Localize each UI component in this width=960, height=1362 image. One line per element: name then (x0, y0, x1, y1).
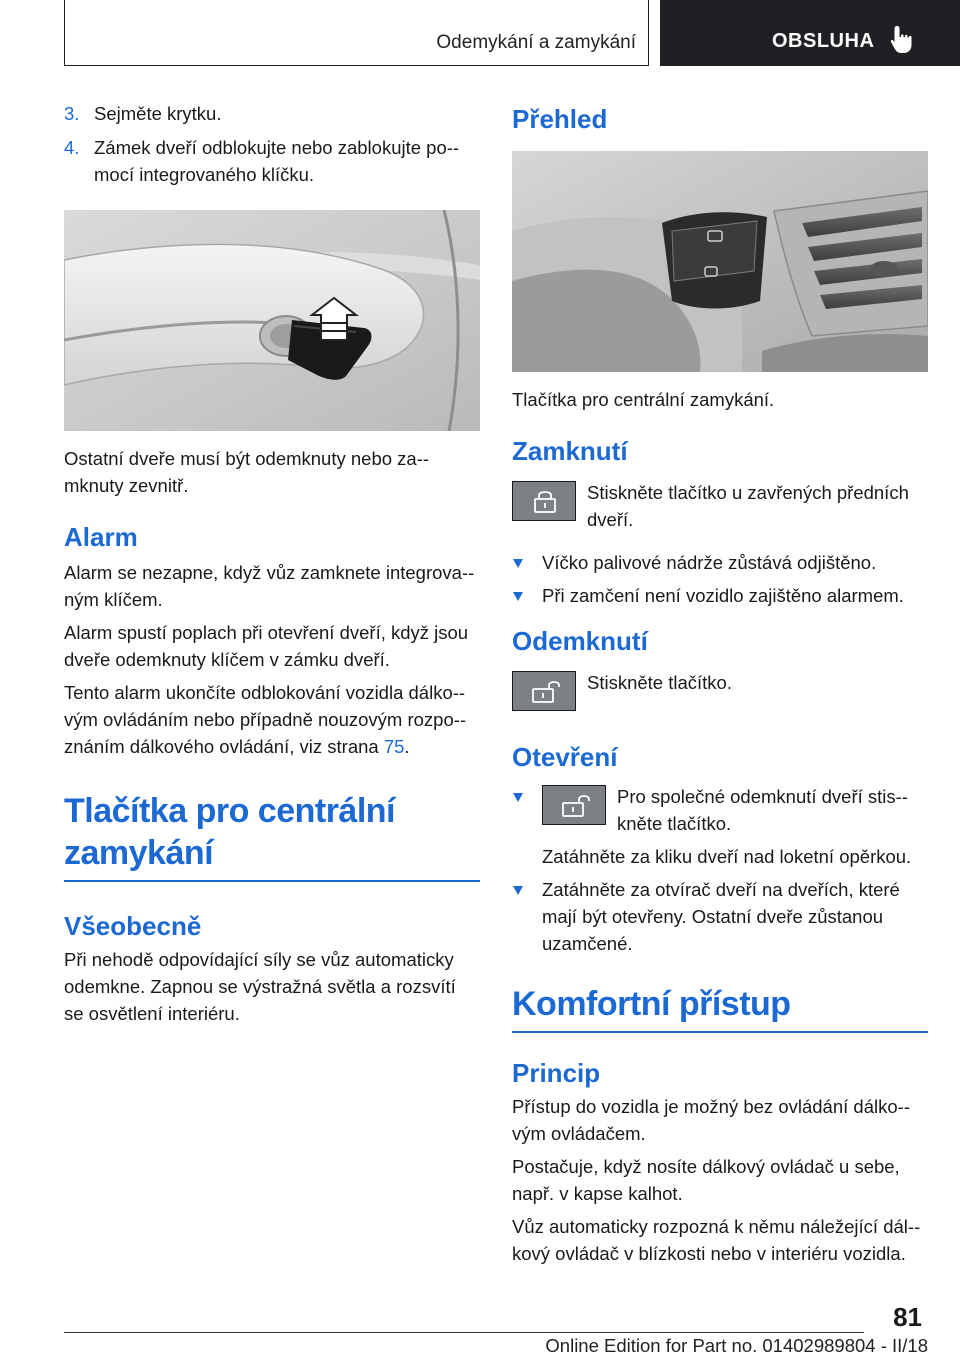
triangle-bullet-icon (513, 592, 523, 601)
chapter-tab (660, 0, 960, 66)
open-heading: Otevření (512, 742, 618, 772)
principle-heading: Princip (512, 1058, 601, 1088)
right-column (512, 100, 928, 1267)
step-item (64, 100, 480, 127)
alarm-paragraph-3 (64, 679, 480, 760)
general-heading: Všeobecně (64, 911, 202, 941)
lock-button (512, 481, 576, 521)
section-title: Odemykání a zamykání (436, 32, 636, 53)
step-number: 4. (64, 137, 80, 158)
step-text: Zámek dveří odblokujte nebo zablokujte po-mocí integrovaného klíčku. (94, 137, 460, 185)
overview-caption: Tlačítka pro centrální zamykání. (512, 389, 775, 410)
page-number: 81 (893, 1302, 922, 1332)
open-bullets (512, 783, 928, 957)
door-handle-lock-photo (64, 210, 480, 431)
unlock-text: Stiskněte tlačítko. (587, 672, 732, 693)
open-bullet (512, 783, 928, 870)
section-tab (64, 0, 649, 66)
chapter-title: OBSLUHA (772, 30, 875, 52)
page-header (64, 0, 960, 66)
alarm-paragraph-3-end: . (404, 736, 410, 757)
principle-paragraph-3: Vůz automaticky rozpozná k němu náležející dál-kový ovládač v blízkosti nebo v interiéru vozidla. (512, 1216, 921, 1264)
other-doors-note: Ostatní dveře musí být odemknuty nebo za-mknuty zevnitř. (64, 448, 430, 496)
footer-divider (64, 1332, 864, 1333)
pointing-hand-icon (888, 24, 918, 56)
lock-bullet (512, 582, 928, 609)
triangle-bullet-icon (513, 793, 523, 802)
lock-bullet-text: Při zamčení není vozidlo zajištěno alarmem. (542, 585, 904, 606)
unlock-icon (543, 786, 607, 826)
alarm-heading: Alarm (64, 522, 138, 552)
alarm-paragraph-3-text: Tento alarm ukončíte odblokování vozidla dálko-vým ovládáním nebo případně nouzovým rozpo-znáním dálkového ovládání, viz strana (64, 682, 467, 757)
lock-text: Stiskněte tlačítko u zavřených předních dveří. (587, 482, 909, 530)
lock-instruction (512, 479, 928, 541)
unlock-icon (513, 672, 577, 712)
step-list (64, 100, 480, 188)
open-bullet (512, 876, 928, 957)
edition-info: Online Edition for Part no. 01402989804 - II/18 (545, 1335, 928, 1356)
principle-paragraph-2: Postačuje, když nosíte dálkový ovládač u sebe, např. v kapse kalhot. (512, 1156, 900, 1204)
unlock-heading: Odemknutí (512, 626, 648, 656)
unlock-button (512, 671, 576, 711)
lock-heading: Zamknutí (512, 436, 628, 466)
comfort-access-title: Komfortní přístup (512, 983, 928, 1033)
open-bullet-text: Zatáhněte za otvírač dveří na dveřích, které mají být otevřeny. Ostatní dveře zůstanou uzamčené. (542, 879, 900, 954)
lock-bullets (512, 549, 928, 609)
alarm-paragraph-2: Alarm spustí poplach při otevření dveří, když jsou dveře odemknuty klíčem v zámku dveří. (64, 622, 469, 670)
lock-icon (513, 482, 577, 522)
left-column (64, 100, 480, 1027)
lock-bullet (512, 549, 928, 576)
unlock-button (542, 785, 606, 825)
general-paragraph: Při nehodě odpovídající síly se vůz automaticky odemkne. Zapnou se výstražná světla a rozsvítí se osvětlení interiéru. (64, 949, 456, 1024)
alarm-paragraph-1: Alarm se nezapne, když vůz zamknete integrova-ným klíčem. (64, 562, 475, 610)
overview-heading: Přehled (512, 104, 608, 134)
step-text: Sejměte krytku. (94, 103, 222, 124)
open-unlock-text: Pro společné odemknutí dveří stis-kněte tlačítko. (617, 786, 908, 834)
central-locking-buttons-photo (512, 151, 928, 372)
lock-bullet-text: Víčko palivové nádrže zůstává odjištěno. (542, 552, 877, 573)
page-reference-link[interactable]: 75 (383, 736, 405, 757)
open-sub-text: Zatáhněte za kliku dveří nad loketní opěrkou. (542, 846, 912, 867)
central-locking-title: Tlačítka pro centrální zamykání (64, 790, 480, 882)
open-unlock-instruction (542, 783, 928, 837)
step-item (64, 134, 480, 188)
triangle-bullet-icon (513, 559, 523, 568)
triangle-bullet-icon (513, 886, 523, 895)
unlock-instruction (512, 669, 928, 731)
step-number: 3. (64, 103, 80, 124)
principle-paragraph-1: Přístup do vozidla je možný bez ovládání dálko-vým ovládačem. (512, 1096, 910, 1144)
